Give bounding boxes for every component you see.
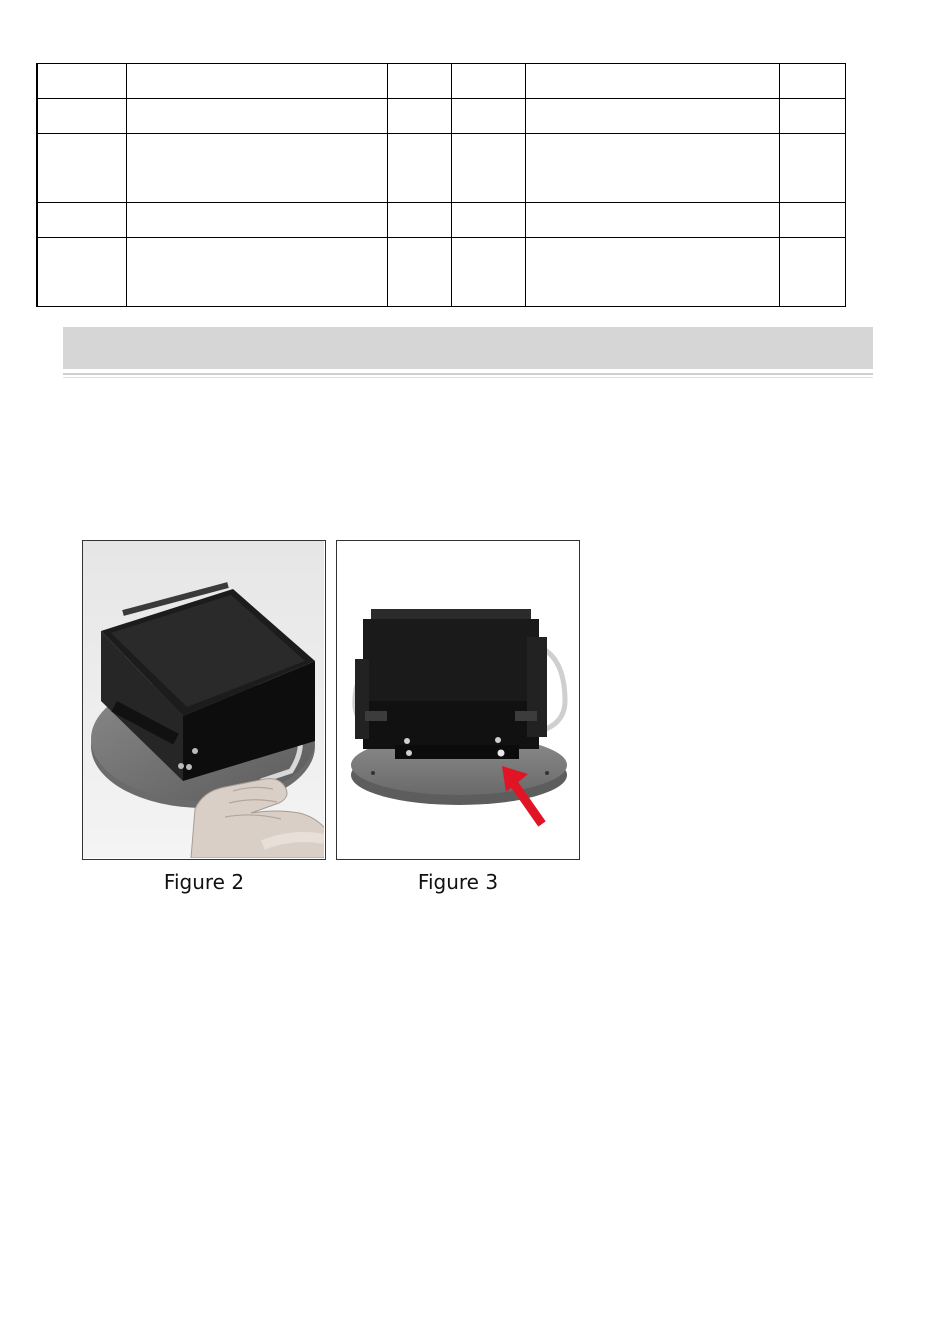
table-cell xyxy=(37,134,127,203)
table-cell xyxy=(780,64,846,99)
table-cell xyxy=(388,238,452,307)
table-row xyxy=(37,203,846,238)
figure-2-caption: Figure 2 xyxy=(163,870,245,894)
table-cell xyxy=(526,238,780,307)
table-cell xyxy=(780,134,846,203)
section-divider xyxy=(63,373,873,378)
table-cell xyxy=(526,99,780,134)
table-cell xyxy=(127,238,388,307)
table-row xyxy=(37,64,846,99)
table-cell xyxy=(452,134,526,203)
figure-2-photo xyxy=(82,540,326,860)
table-cell xyxy=(388,134,452,203)
table-cell xyxy=(780,99,846,134)
table-cell xyxy=(388,64,452,99)
table-cell xyxy=(127,99,388,134)
table-cell xyxy=(388,99,452,134)
table-row xyxy=(37,99,846,134)
table-cell xyxy=(388,203,452,238)
table-cell xyxy=(452,203,526,238)
table-cell xyxy=(780,203,846,238)
spec-table xyxy=(36,63,846,307)
table-cell xyxy=(526,203,780,238)
table-cell xyxy=(452,238,526,307)
table-cell xyxy=(37,238,127,307)
table-cell xyxy=(37,99,127,134)
table-cell xyxy=(127,64,388,99)
table-cell xyxy=(780,238,846,307)
table-cell xyxy=(452,64,526,99)
table-cell xyxy=(452,99,526,134)
table-cell xyxy=(37,203,127,238)
table-cell xyxy=(526,134,780,203)
section-heading-band xyxy=(63,327,873,369)
table-cell xyxy=(127,134,388,203)
table-row xyxy=(37,134,846,203)
table-cell xyxy=(526,64,780,99)
table-cell xyxy=(127,203,388,238)
figure-3-caption: Figure 3 xyxy=(417,870,499,894)
table-cell xyxy=(37,64,127,99)
red-arrow-icon xyxy=(500,766,548,828)
table-row xyxy=(37,238,846,307)
